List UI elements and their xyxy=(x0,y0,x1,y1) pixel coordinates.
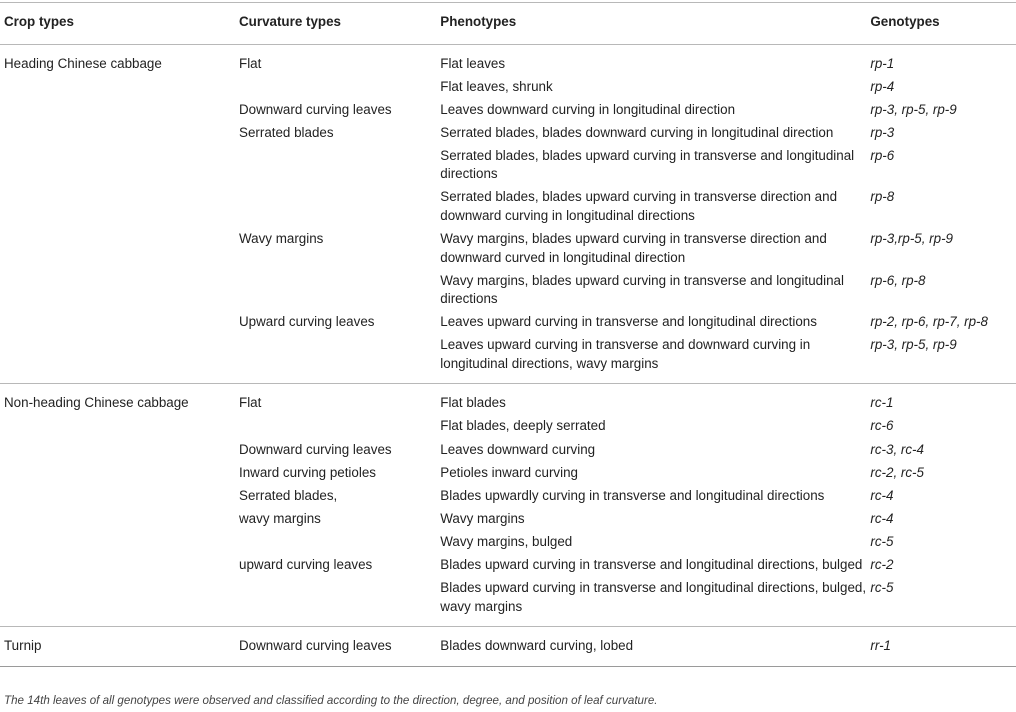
curvature-cell xyxy=(239,269,440,311)
crop-cell xyxy=(0,145,239,187)
crop-cell: Non-heading Chinese cabbage xyxy=(4,395,189,411)
crop-cell xyxy=(0,311,239,334)
crop-cell xyxy=(0,121,239,144)
table-row xyxy=(0,384,1016,415)
phenotype-cell: Serrated blades, blades upward curving in transverse and longitudinal directions xyxy=(440,147,855,182)
phenotype-cell: Flat blades xyxy=(440,395,506,411)
genotype-cell: rp-3, rp-5, rp-9 xyxy=(870,334,1016,384)
curvature-cell: Inward curving petioles xyxy=(239,464,376,480)
curvature-cell xyxy=(239,75,440,98)
curvature-cell: Downward curving leaves xyxy=(239,101,392,117)
curvature-cell xyxy=(239,334,440,384)
genotype-cell: rc-4 xyxy=(870,510,894,526)
table-row xyxy=(0,334,1016,384)
table-row xyxy=(0,269,1016,311)
curvature-cell: Serrated blades xyxy=(239,124,334,140)
genotype-cell: rp-6 xyxy=(870,147,895,163)
phenotype-cell: Petioles inward curving xyxy=(440,464,578,480)
leaf-curvature-table xyxy=(0,2,1016,667)
curvature-cell: Serrated blades, xyxy=(239,487,338,503)
genotype-cell: rc-5 xyxy=(870,533,894,549)
genotype-cell: rc-3, rc-4 xyxy=(870,441,924,457)
table-row xyxy=(0,98,1016,121)
phenotype-cell: Wavy margins, bulged xyxy=(440,533,573,549)
crop-cell xyxy=(0,186,239,228)
curvature-cell: Downward curving leaves xyxy=(239,441,392,457)
table-row xyxy=(0,415,1016,438)
phenotype-cell: Wavy margins, blades upward curving in transverse and longitudinal directions xyxy=(440,272,844,307)
header-row xyxy=(0,3,1016,45)
genotype-cell: rp-3,rp-5, rp-9 xyxy=(870,231,953,247)
curvature-cell xyxy=(239,415,440,438)
table-row xyxy=(0,44,1016,75)
header-phenotypes: Phenotypes xyxy=(440,3,870,45)
phenotype-cell: Flat leaves xyxy=(440,55,506,71)
genotype-cell: rp-3 xyxy=(870,124,895,140)
genotype-cell: rc-6 xyxy=(870,418,894,434)
crop-cell xyxy=(0,334,239,384)
genotype-cell: rc-4 xyxy=(870,487,894,503)
phenotype-cell: Leaves downward curving xyxy=(440,441,596,457)
table-row xyxy=(0,121,1016,144)
table-row xyxy=(0,461,1016,484)
crop-cell xyxy=(0,228,239,270)
curvature-cell: Flat xyxy=(239,55,262,71)
phenotype-cell: Wavy margins, blades upward curving in transverse direction and downward curved in longitudinal direction xyxy=(440,231,827,265)
curvature-cell: wavy margins xyxy=(239,510,321,526)
crop-cell xyxy=(0,438,239,461)
curvature-cell: upward curving leaves xyxy=(239,557,373,572)
genotype-cell: rp-1 xyxy=(870,55,895,71)
table-row xyxy=(0,484,1016,507)
phenotype-cell: Flat blades, deeply serrated xyxy=(440,418,606,434)
crop-cell: Heading Chinese cabbage xyxy=(4,55,162,71)
curvature-cell xyxy=(239,577,440,627)
genotype-cell: rc-2 xyxy=(870,557,894,572)
curvature-cell: Downward curving leaves xyxy=(239,627,440,667)
table-row xyxy=(0,577,1016,627)
phenotype-cell: Leaves downward curving in longitudinal direction xyxy=(440,101,736,117)
curvature-cell xyxy=(239,186,440,228)
crop-cell xyxy=(0,554,239,577)
phenotype-cell: Blades upward curving in transverse and longitudinal directions, bulged, wavy margins xyxy=(440,577,870,627)
crop-cell xyxy=(0,484,239,507)
table-row xyxy=(0,531,1016,554)
crop-cell xyxy=(0,577,239,627)
curvature-cell: Flat xyxy=(239,395,262,411)
phenotype-cell: Blades upwardly curving in transverse and longitudinal directions xyxy=(440,487,825,503)
phenotype-cell: Blades upward curving in transverse and longitudinal directions, bulged xyxy=(440,557,863,572)
phenotype-cell: Blades downward curving, lobed xyxy=(440,627,870,667)
phenotype-cell: Flat leaves, shrunk xyxy=(440,78,553,94)
crop-cell xyxy=(0,508,239,531)
genotype-cell: rp-6, rp-8 xyxy=(870,272,926,288)
table-row xyxy=(0,228,1016,270)
crop-cell: Turnip xyxy=(0,627,239,667)
genotype-cell: rr-1 xyxy=(870,627,1016,667)
genotype-cell: rc-2, rc-5 xyxy=(870,464,924,480)
table-body xyxy=(0,44,1016,666)
phenotype-cell: Serrated blades, blades upward curving in transverse direction and downward curving in longitudinal directions xyxy=(440,189,838,223)
curvature-cell: Upward curving leaves xyxy=(239,314,375,330)
crop-cell xyxy=(0,98,239,121)
crop-cell xyxy=(0,531,239,554)
table-row xyxy=(0,186,1016,228)
crop-cell xyxy=(0,75,239,98)
table-row xyxy=(0,145,1016,187)
table-row xyxy=(0,554,1016,577)
table-row xyxy=(0,75,1016,98)
crop-cell xyxy=(0,415,239,438)
table-row xyxy=(0,438,1016,461)
genotype-cell: rc-5 xyxy=(870,577,1016,627)
curvature-cell xyxy=(239,145,440,187)
table-row xyxy=(0,627,1016,667)
header-genotypes: Genotypes xyxy=(870,3,1016,45)
genotype-cell: rp-2, rp-6, rp-7, rp-8 xyxy=(870,314,988,330)
header-crop-types: Crop types xyxy=(0,3,239,45)
phenotype-cell: Leaves upward curving in transverse and longitudinal directions xyxy=(440,314,817,330)
phenotype-cell: Leaves upward curving in transverse and downward curving in longitudinal directions, wavy margins xyxy=(440,334,870,384)
phenotype-cell: Serrated blades, blades downward curving in longitudinal direction xyxy=(440,124,834,140)
curvature-cell: Wavy margins xyxy=(239,231,324,247)
genotype-cell: rc-1 xyxy=(870,395,894,411)
table-row xyxy=(0,508,1016,531)
table-footnote: The 14th leaves of all genotypes were observed and classified according to the direction, degree, and position of leaf curvature. xyxy=(4,694,658,707)
table-row xyxy=(0,311,1016,334)
header-curvature-types: Curvature types xyxy=(239,3,440,45)
genotype-cell: rp-8 xyxy=(870,189,895,205)
genotype-cell: rp-3, rp-5, rp-9 xyxy=(870,101,957,117)
crop-cell xyxy=(0,461,239,484)
crop-cell xyxy=(0,269,239,311)
curvature-cell xyxy=(239,531,440,554)
phenotype-cell: Wavy margins xyxy=(440,510,525,526)
genotype-cell: rp-4 xyxy=(870,78,895,94)
